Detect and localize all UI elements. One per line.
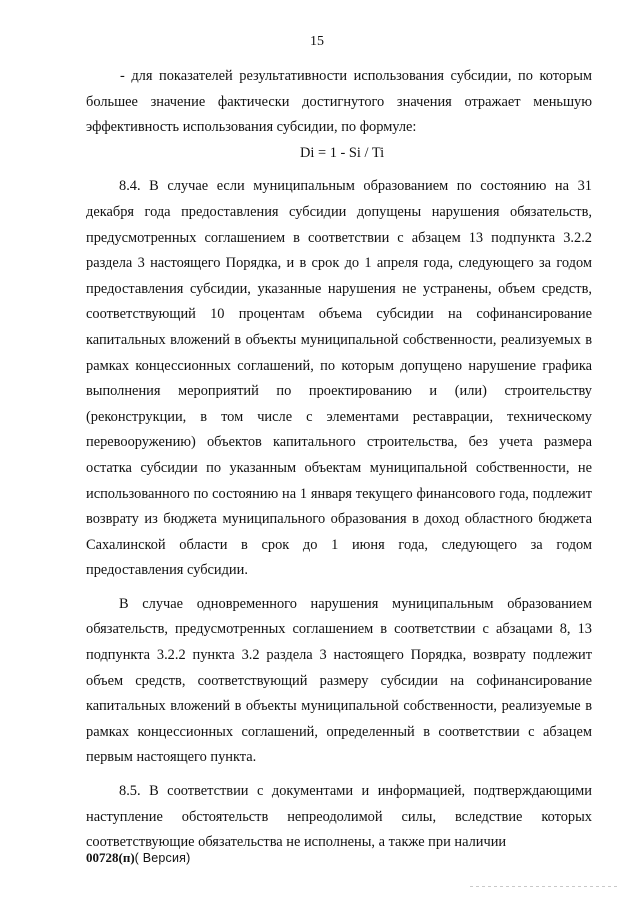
formula: Di = 1 - Si / Ti [300,144,385,161]
page-number: 15 [310,34,324,49]
document-version: ( Версия) [134,851,191,865]
paragraph-spacer [86,771,592,779]
document-code: 00728(п) [86,850,135,865]
paragraph-8-4: 8.4. В случае если муниципальным образованием по состоянию на 31 декабря года предоставления субсидии допущены нарушения обязательств, предусмотренных соглашением в соответствии с абзацем 13 подпункта 3.2.2 раздела 3 настоящего Порядка, и в срок до 1 апреля года, следующего за годом предоставления субсидии, указанные нарушения не устранены, объем средств, соответствующий 10 процентам объема субсидии на софинансирование капитальных вложений в объекты муниципальной собственности, реализуемых в рамках концессионных соглашений, по которым допущено нарушение графика выполнения мероприятий по проектированию и (или) строительству (реконструкции, в том числе с элементами реставрации, техническому перевооружению) объектов капитального строительства, без учета размера остатка субсидии по указанным объектам муниципальной собственности, не использованного по состоянию на 1 января текущего финансового года, подлежит возврату из бюджета муниципального образования в доход областного бюджета Сахалинской области в срок до 1 июня года, следующего за годом предоставления субсидии. [86,178,592,579]
paragraph-spacer [86,166,592,174]
paragraph-spacer [86,584,592,592]
paragraph-efficiency-formula-intro: - для показателей результативности использования субсидии, по которым большее значение фактически достигнутого значения отражает меньшую эффективность использования субсидии, по формуле: [86,68,592,136]
scan-artifact-line [470,886,620,887]
paragraph-8-5: 8.5. В соответствии с документами и информацией, подтверждающими наступление обстоятельств непреодолимой силы, вследствие которых соответствующие обязательства не исполнены, а также при наличии [86,783,592,851]
document-body [86,64,592,856]
document-footer [86,850,191,866]
paragraph-simultaneous-violation: В случае одновременного нарушения муниципальным образованием обязательств, предусмотренных соглашением в соответствии с абзацами 8, 13 подпункта 3.2.2 пункта 3.2 раздела 3 настоящего Порядка, возврату подлежит объем средств, соответствующий размеру субсидии на софинансирование капитальных вложений в объекты муниципальной собственности, реализуемые в рамках концессионных соглашений, определенный в соответствии с абзацем первым настоящего пункта. [86,595,592,766]
